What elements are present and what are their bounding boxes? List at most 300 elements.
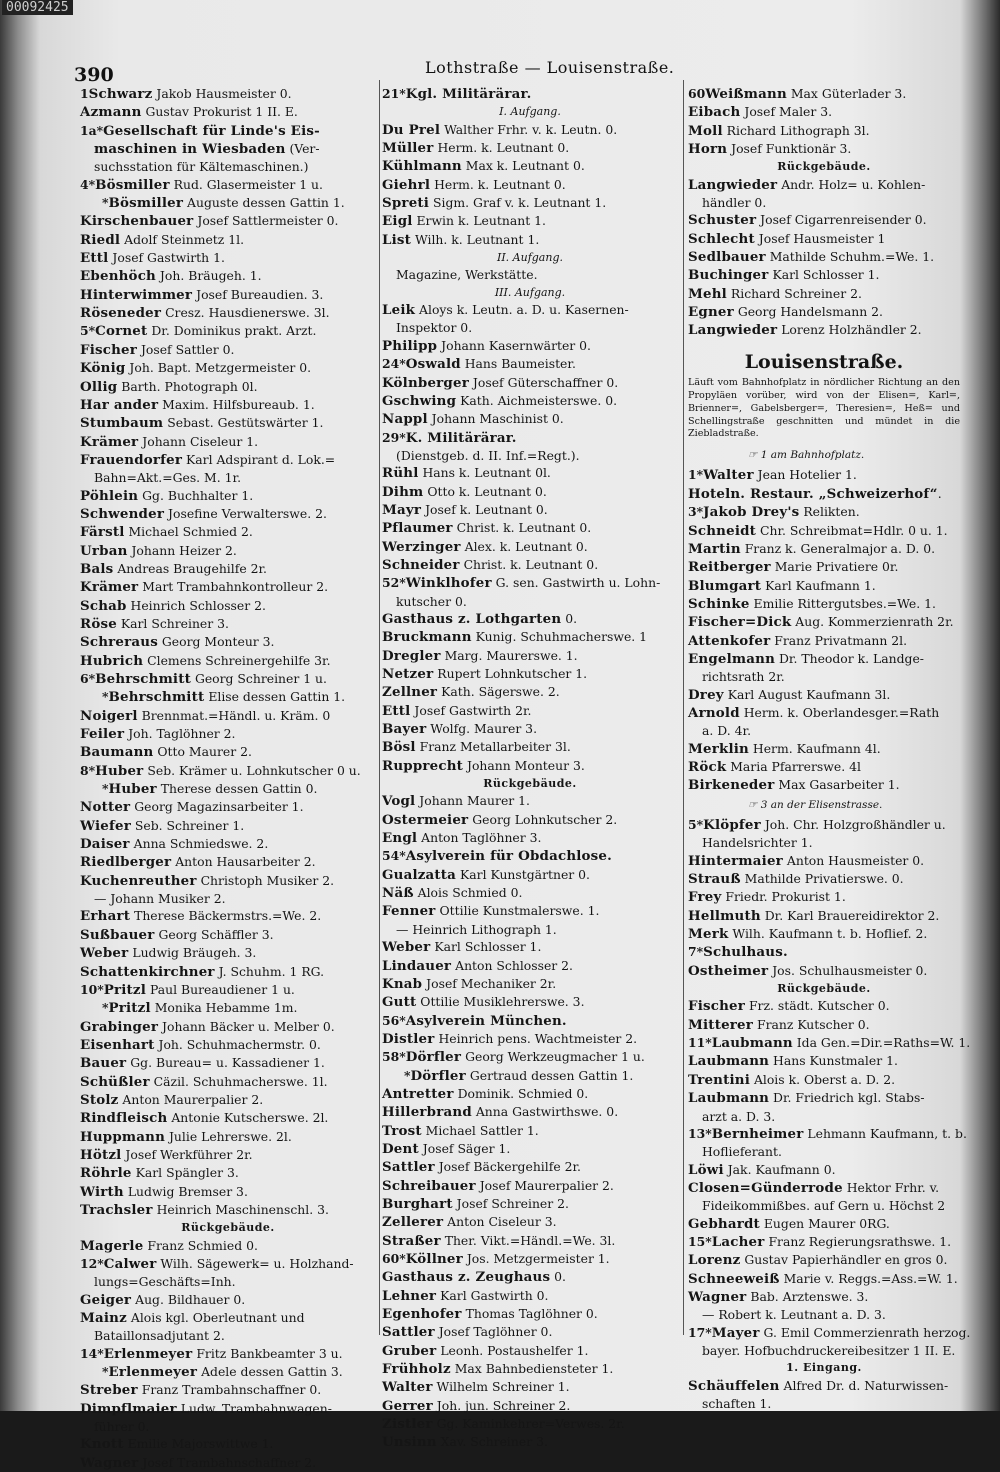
resident-details: Jak. Kaufmann 0. — [723, 1161, 836, 1177]
resident-name: Lacher — [711, 1233, 765, 1250]
directory-entry — [688, 776, 960, 794]
directory-entry — [80, 158, 376, 175]
resident-details: Anton Hausmeister 0. — [782, 852, 925, 868]
resident-details: Maxim. Hilfsbureaub. 1. — [158, 396, 315, 412]
resident-name: Gerrer — [382, 1397, 433, 1414]
directory-entry — [80, 597, 376, 615]
directory-entry — [80, 249, 376, 267]
resident-details: Bahn=Akt.=Ges. M. 1r. — [94, 470, 242, 486]
resident-details: Sigm. Graf v. k. Leutnant 1. — [429, 195, 607, 211]
resident-name: Notter — [80, 799, 131, 816]
resident-details: Kunig. Schuhmacherswe. 1 — [471, 629, 648, 645]
directory-entry — [688, 650, 960, 668]
directory-entry — [382, 1397, 678, 1415]
directory-entry — [80, 1073, 376, 1091]
directory-entry — [382, 993, 678, 1011]
resident-name: maschinen in Wiesbaden — [94, 141, 286, 158]
resident-name: Baumann — [80, 744, 154, 761]
directory-entry — [80, 615, 376, 633]
directory-entry — [688, 722, 960, 739]
resident-name: Gasthaus z. Zeughaus — [382, 1269, 551, 1286]
directory-entry — [80, 926, 376, 944]
directory-entry — [688, 230, 960, 248]
resident-name: Riedlberger — [80, 854, 172, 871]
resident-details: Marie Privatiere 0r. — [770, 559, 899, 575]
resident-name: Weißmann — [705, 86, 787, 102]
louisenstrasse-entries — [688, 466, 971, 1412]
house-number: 58* — [382, 1049, 406, 1065]
resident-details: arzt a. D. 3. — [702, 1108, 776, 1124]
directory-entry — [688, 632, 960, 650]
resident-details: Xav. Schreiner 3. — [436, 1434, 548, 1450]
directory-entry — [688, 485, 960, 503]
directory-entry — [80, 963, 376, 981]
resident-name: Magerle — [80, 1237, 144, 1254]
directory-entry — [382, 519, 678, 537]
resident-name: Walter — [382, 1379, 433, 1396]
resident-details: Joh. Bräugeh. 1. — [155, 268, 262, 284]
resident-name: Huber — [108, 781, 157, 798]
resident-name: Röse — [80, 615, 117, 632]
resident-details: Adele dessen Gattin 3. — [197, 1364, 343, 1380]
house-number: 3* — [688, 504, 704, 520]
directory-entry — [80, 725, 376, 743]
resident-name: Pöhlein — [80, 487, 139, 504]
resident-name: Vogl — [382, 793, 416, 810]
directory-entry — [80, 122, 376, 140]
resident-name: Hintermaier — [688, 852, 783, 869]
directory-entry — [382, 628, 678, 646]
resident-name: Dregler — [382, 647, 441, 664]
resident-name: Krämer — [80, 433, 139, 450]
page-number: 390 — [74, 64, 114, 86]
directory-entry — [688, 1179, 960, 1197]
directory-entry — [80, 433, 376, 451]
resident-details: Franz k. Generalmajor a. D. 0. — [740, 540, 936, 556]
resident-details: Michael Schmied 2. — [124, 524, 253, 540]
directory-entry — [382, 429, 678, 447]
resident-details: Anton Taglöhner 3. — [417, 830, 542, 846]
resident-details: Lorenz Holzhändler 2. — [777, 322, 922, 338]
directory-entry — [382, 792, 678, 810]
resident-details: Leonh. Postaushelfer 1. — [436, 1342, 589, 1358]
resident-details: Alois Schmied 0. — [413, 885, 523, 901]
directory-entry — [80, 304, 376, 322]
directory-entry — [688, 1052, 960, 1070]
directory-entry — [80, 1327, 376, 1344]
resident-details: Max Bahnbediensteter 1. — [450, 1361, 614, 1377]
directory-entry — [688, 122, 960, 140]
resident-details: Ludw. Trambahnwagen- — [176, 1400, 332, 1416]
house-number: 24* — [382, 356, 406, 372]
directory-entry — [80, 267, 376, 285]
directory-entry — [80, 707, 376, 725]
resident-name: Moll — [688, 122, 723, 139]
directory-entry — [688, 1306, 960, 1323]
resident-details: lungs=Geschäfts=Inh. — [94, 1274, 236, 1290]
directory-entry — [382, 538, 678, 556]
resident-details: Auguste dessen Gattin 1. — [183, 195, 345, 211]
resident-name: Kuchenreuther — [80, 872, 197, 889]
resident-name: Urban — [80, 542, 128, 559]
street-title: Louisenstraße. — [744, 350, 904, 373]
directory-entry — [80, 451, 376, 469]
directory-entry — [688, 925, 960, 943]
resident-details: Michael Sattler 1. — [421, 1122, 539, 1138]
house-number: 14* — [80, 1345, 104, 1361]
resident-details: Handelsrichter 1. — [702, 835, 813, 851]
directory-entry — [80, 798, 376, 816]
resident-name: Egner — [688, 304, 734, 321]
section-heading: Rückgebäude. — [777, 160, 871, 174]
resident-name: Langwieder — [688, 322, 778, 339]
directory-entry — [382, 1122, 678, 1140]
resident-name: Mayr — [382, 501, 422, 518]
resident-details: Johann Ciseleur 1. — [138, 433, 259, 449]
directory-entry — [382, 1378, 678, 1396]
resident-details: Gg. Kaminkehrer=Verwes. 2r. — [432, 1416, 625, 1432]
resident-name: Huppmann — [80, 1128, 166, 1145]
resident-details: Karl Schreiner 3. — [116, 615, 229, 631]
resident-name: Jakob Drey's — [703, 504, 800, 521]
resident-name: Bösmiller — [108, 195, 184, 212]
directory-entry — [382, 337, 678, 355]
resident-details: Heinrich Maschinenschl. 3. — [152, 1201, 329, 1217]
directory-entry — [688, 888, 960, 906]
resident-name: Engelmann — [688, 650, 776, 667]
directory-entry — [80, 505, 376, 523]
resident-details: Karl Adspirant d. Lok.= — [182, 451, 336, 467]
resident-name: Dörfler — [405, 1049, 462, 1066]
resident-name: Stumbaum — [80, 415, 164, 432]
resident-name: Hinterwimmer — [80, 286, 193, 303]
resident-name: Wirth — [80, 1183, 124, 1200]
directory-entry — [382, 501, 678, 519]
resident-details: Inspektor 0. — [396, 320, 473, 336]
resident-details: Franz Regierungsrathswe. 1. — [764, 1233, 952, 1249]
directory-entry — [382, 884, 678, 902]
resident-name: Bauer — [80, 1055, 127, 1072]
directory-entry — [688, 140, 960, 158]
resident-name: Rühl — [382, 465, 419, 482]
resident-name: Fenner — [382, 903, 436, 920]
resident-details: Frz. städt. Kutscher 0. — [745, 998, 890, 1014]
directory-entry — [688, 540, 960, 558]
directory-entry — [80, 1435, 376, 1453]
resident-name: Blumgart — [688, 577, 762, 594]
resident-name: Dimpflmaier — [80, 1400, 177, 1417]
directory-entry — [688, 834, 960, 851]
street-description: Läuft vom Bahnhofplatz in nördlicher Richtung an den Propyläen vorüber, wird von der Elisen=, Karl=, Brienner=, Gabelsberger=, Theresien=, Heß= und Schellingstraße geschnitten und mündet in die Ziebladstraße. — [688, 377, 960, 440]
directory-entry — [80, 907, 376, 925]
resident-name: Färstl — [80, 524, 125, 541]
directory-entry — [382, 647, 678, 665]
resident-name: Hillerbrand — [382, 1104, 472, 1121]
house-number: 13* — [688, 1125, 712, 1141]
house-number: * — [102, 1000, 109, 1016]
resident-details: Georg Schäffler 3. — [154, 926, 274, 942]
directory-entry — [80, 1109, 376, 1127]
resident-details: Fritz Bankbeamter 3 u. — [192, 1345, 343, 1361]
resident-details: Seb. Schreiner 1. — [130, 817, 245, 833]
resident-details: Kath. Sägerswe. 2. — [437, 684, 560, 700]
resident-details: . — [937, 485, 942, 501]
resident-name: Reitberger — [688, 559, 771, 576]
resident-details: Clemens Schreinergehilfe 3r. — [143, 652, 331, 668]
resident-name: Trost — [382, 1122, 422, 1139]
resident-details: Georg Werkzeugmacher 1 u. — [461, 1049, 645, 1065]
resident-name: Horn — [688, 141, 728, 158]
directory-entry — [80, 322, 376, 340]
resident-details: Karl Schlosser 1. — [768, 267, 880, 283]
resident-name: Hoteln. Restaur. „Schweizerhof“ — [688, 485, 938, 502]
resident-name: Kölnberger — [382, 374, 469, 391]
resident-name: Drey — [688, 686, 724, 703]
resident-name: Frey — [688, 889, 722, 906]
directory-entry — [382, 1360, 678, 1378]
resident-details: Julie Lehrerswe. 2l. — [165, 1128, 292, 1144]
resident-name: Attenkofer — [688, 632, 771, 649]
directory-entry — [80, 1273, 376, 1290]
directory-entry — [688, 248, 960, 266]
resident-details: Georg Lohnkutscher 2. — [468, 811, 618, 827]
resident-details: Josef Schreiner 2. — [452, 1195, 569, 1211]
resident-details: Heinrich pens. Wachtmeister 2. — [434, 1030, 638, 1046]
column-rule — [683, 80, 684, 1335]
resident-name: Schreraus — [80, 634, 158, 651]
resident-name: Dent — [382, 1140, 419, 1157]
resident-details: — Johann Musiker 2. — [94, 891, 226, 907]
directory-entry — [688, 870, 960, 888]
resident-details: Anton Maurerpalier 2. — [118, 1091, 264, 1107]
resident-details: Sebast. Gestütswärter 1. — [163, 415, 324, 431]
resident-details: Dr. Friedrich kgl. Stabs- — [769, 1090, 925, 1106]
resident-name: Schuster — [688, 212, 757, 229]
resident-name: Laubmann — [688, 1090, 770, 1107]
resident-name: Bernheimer — [711, 1125, 804, 1142]
resident-details: führer 0. — [94, 1419, 150, 1435]
resident-details: Karl August Kaufmann 3l. — [723, 686, 891, 702]
resident-details: Karl Kunstgärtner 0. — [456, 866, 590, 882]
resident-name: Arnold — [688, 704, 740, 721]
resident-details: schaften 1. — [702, 1396, 772, 1412]
resident-name: K. Militärärar. — [405, 429, 517, 446]
directory-entry — [688, 816, 960, 834]
resident-details: Jos. Schulhausmeister 0. — [768, 962, 928, 978]
section-heading: Rückgebäude. — [181, 1221, 275, 1235]
resident-name: Fischer — [688, 998, 745, 1015]
resident-name: Martin — [688, 540, 741, 557]
directory-entry — [688, 740, 960, 758]
directory-entry — [80, 103, 376, 121]
running-head: Lothstraße — Louisenstraße. — [425, 58, 675, 77]
directory-entry — [688, 466, 960, 484]
directory-entry — [688, 1324, 971, 1342]
resident-name: Rupprecht — [382, 757, 464, 774]
section-heading: II. Aufgang. — [496, 251, 563, 265]
directory-entry — [382, 121, 678, 139]
resident-name: Fischer — [80, 341, 137, 358]
directory-entry — [80, 1454, 376, 1472]
resident-name: Ollig — [80, 378, 118, 395]
resident-name: Schlecht — [688, 230, 755, 247]
resident-details: Eugen Maurer 0RG. — [759, 1215, 890, 1231]
resident-details: Christ. k. Leutnant 0. — [459, 556, 599, 572]
resident-name: Eibach — [688, 104, 741, 121]
resident-name: Bösl — [382, 739, 416, 756]
resident-details: G. Emil Commerzienrath herzog. — [759, 1324, 971, 1340]
resident-name: Dörfler — [410, 1067, 466, 1084]
directory-entry — [382, 1213, 678, 1231]
directory-entry — [688, 1251, 960, 1269]
directory-entry — [688, 103, 960, 121]
resident-details: (Ver- — [285, 141, 320, 157]
directory-entry — [688, 758, 960, 776]
resident-details: Jean Hotelier 1. — [753, 467, 857, 483]
resident-details: Franz Trambahnschaffner 0. — [137, 1382, 322, 1398]
directory-entry — [80, 999, 376, 1017]
resident-name: Stolz — [80, 1091, 119, 1108]
resident-name: Schäuffelen — [688, 1377, 780, 1394]
resident-details: Fideikommißbes. auf Gern u. Höchst 2 — [702, 1198, 946, 1214]
resident-name: Hötzl — [80, 1146, 122, 1163]
house-number: * — [102, 781, 109, 797]
resident-details: Richard Schreiner 2. — [726, 285, 862, 301]
resident-name: Kirschenbauer — [80, 213, 194, 230]
directory-entry — [382, 1085, 678, 1103]
directory-entry — [688, 907, 960, 925]
resident-details: Bataillonsadjutant 2. — [94, 1328, 225, 1344]
resident-details: Josef Gastwirth 2r. — [410, 702, 532, 718]
resident-name: Schwarz — [88, 86, 153, 102]
directory-entry — [80, 1237, 376, 1255]
resident-name: Krämer — [80, 579, 139, 596]
directory-entry — [80, 396, 376, 414]
resident-name: Röck — [688, 758, 727, 775]
resident-name: Frühholz — [382, 1361, 451, 1378]
directory-entry — [382, 231, 678, 249]
resident-name: Azmann — [80, 104, 142, 121]
directory-entry — [382, 1030, 678, 1048]
resident-name: Knott — [80, 1436, 124, 1453]
resident-name: Schreibauer — [382, 1177, 476, 1194]
pointer-note: ☞ 3 an der Elisenstrasse. — [748, 798, 883, 811]
directory-entry — [80, 1255, 376, 1273]
directory-entry — [688, 522, 960, 540]
resident-name: Strauß — [688, 871, 741, 888]
resident-name: Erlenmeyer — [108, 1364, 198, 1381]
resident-details: Josef Taglöhner 0. — [434, 1324, 553, 1340]
resident-details: Wilh. Kaufmann t. b. Hoflief. 2. — [728, 926, 928, 942]
resident-details: Bab. Arztenswe. 3. — [746, 1288, 869, 1304]
resident-name: Zellner — [382, 684, 438, 701]
resident-name: Erlenmeyer — [103, 1345, 193, 1362]
house-number: 12* — [80, 1256, 104, 1271]
directory-entry — [382, 447, 678, 464]
resident-details: Friedr. Prokurist 1. — [721, 889, 846, 905]
resident-name: Lorenz — [688, 1252, 741, 1269]
directory-entry — [80, 523, 376, 541]
directory-entry — [688, 1233, 960, 1251]
resident-details: Adolf Steinmetz 1l. — [120, 231, 245, 247]
directory-entry — [80, 633, 376, 651]
house-number: 17* — [688, 1324, 712, 1340]
resident-details: Anton Hausarbeiter 2. — [171, 854, 316, 870]
directory-entry — [688, 1125, 967, 1143]
resident-name: Trentini — [688, 1071, 750, 1088]
house-number: 21* — [382, 86, 406, 101]
resident-name: Har ander — [80, 396, 159, 413]
resident-name: Spreti — [382, 195, 430, 212]
resident-name: Riedl — [80, 231, 121, 248]
directory-entry — [80, 176, 376, 194]
resident-details: Andr. Holz= u. Kohlen- — [777, 176, 926, 192]
resident-details: Christ. k. Leutnant 0. — [452, 520, 592, 536]
directory-entry — [80, 1164, 376, 1182]
resident-details: Max Güterlader 3. — [786, 86, 907, 101]
lothstrasse-continuation — [688, 85, 960, 340]
directory-entry — [382, 319, 678, 336]
resident-details: Karl Kaufmann 1. — [761, 577, 876, 593]
resident-details: Anton Schlosser 2. — [451, 957, 573, 973]
resident-name: Behrschmitt — [95, 671, 191, 687]
directory-entry — [80, 378, 376, 396]
resident-details: Aug. Bildhauer 0. — [131, 1291, 246, 1307]
resident-name: Ettl — [382, 702, 411, 719]
resident-details: Emilie Rittergutsbes.=We. 1. — [749, 595, 936, 611]
directory-entry — [80, 85, 376, 103]
resident-name: Weber — [80, 945, 129, 962]
resident-details: Wilh. Sägewerk= u. Holzhand- — [156, 1256, 354, 1271]
resident-details: Gertraud dessen Gattin 1. — [465, 1067, 634, 1083]
resident-name: Calwer — [103, 1256, 157, 1272]
resident-name: Distler — [382, 1030, 435, 1047]
directory-entry — [382, 1305, 678, 1323]
resident-name: Buchinger — [688, 267, 769, 284]
resident-name: Grabinger — [80, 1018, 159, 1035]
resident-details: Antonie Kutscherswe. 2l. — [167, 1110, 329, 1126]
resident-details: Dr. Theodor k. Landge- — [775, 650, 924, 666]
house-number: * — [102, 1364, 109, 1380]
directory-entry — [80, 140, 376, 158]
resident-name: Antretter — [382, 1085, 454, 1102]
resident-details: G. sen. Gastwirth u. Lohn- — [491, 575, 661, 591]
resident-name: Winklhofer — [405, 575, 492, 592]
directory-entry — [688, 962, 960, 980]
resident-name: Trachsler — [80, 1201, 153, 1218]
directory-entry — [80, 1036, 376, 1054]
resident-name: Asylverein München. — [405, 1012, 567, 1029]
scan-id-label: 00092425 — [2, 0, 73, 15]
resident-details: Paul Bureaudiener 1 u. — [146, 981, 295, 997]
resident-details: Franz Metallarbeiter 3l. — [415, 739, 571, 755]
resident-details: Josef Mechaniker 2r. — [422, 975, 557, 991]
resident-details: kutscher 0. — [396, 593, 467, 609]
house-number: 10* — [80, 981, 104, 997]
resident-name: Schüßler — [80, 1073, 150, 1090]
resident-name: Geiger — [80, 1291, 132, 1308]
resident-details: Karl Gastwirth 0. — [436, 1287, 549, 1303]
directory-entry — [80, 817, 376, 835]
directory-entry — [382, 720, 678, 738]
house-number: 54* — [382, 848, 406, 864]
resident-name: Erhart — [80, 908, 131, 925]
resident-name: Huber — [95, 762, 144, 779]
resident-name: Pritzl — [103, 981, 147, 998]
resident-details: Christoph Musiker 2. — [196, 872, 335, 888]
resident-name: Hubrich — [80, 652, 144, 669]
resident-details: Walther Frhr. v. k. Leutn. 0. — [440, 121, 618, 137]
